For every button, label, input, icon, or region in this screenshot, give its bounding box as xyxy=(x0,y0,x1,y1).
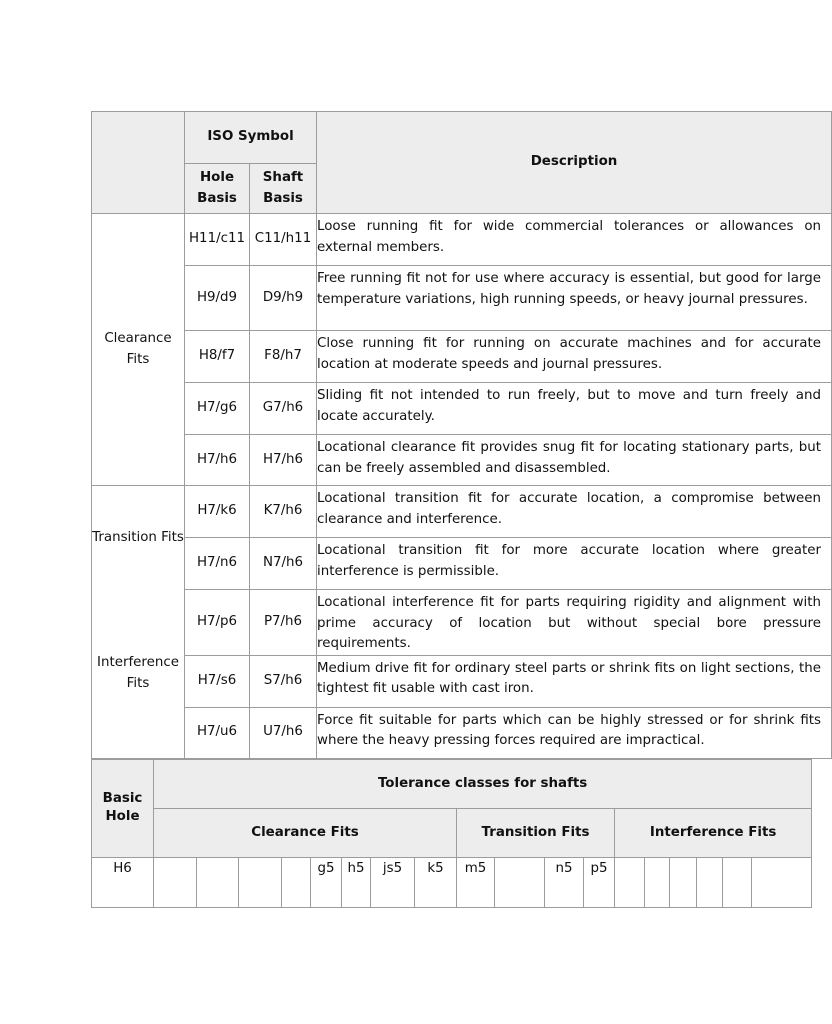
shaft-symbol: G7/h6 xyxy=(250,383,317,435)
clearance-fits-header: Clearance Fits xyxy=(154,808,457,857)
iso-symbol-header: ISO Symbol xyxy=(185,112,317,164)
fit-description: Force fit suitable for parts which can be highly stressed or for shrink fits where the heavy pressing forces required are impractical. xyxy=(317,707,832,758)
hole-symbol: H7/h6 xyxy=(185,435,250,486)
hole-symbol: H7/n6 xyxy=(185,538,250,590)
hole-symbol: H7/p6 xyxy=(185,590,250,656)
iso-fits-table xyxy=(91,111,832,759)
hole-symbol: H8/f7 xyxy=(185,331,250,383)
tolerance-cell: js5 xyxy=(371,857,415,907)
fit-description: Free running fit not for use where accuracy is essential, but good for large temperature variations, high running speeds, or heavy journal pressures. xyxy=(317,266,832,331)
hole-symbol: H7/g6 xyxy=(185,383,250,435)
shaft-symbol: D9/h9 xyxy=(250,266,317,331)
tolerance-cell: k5 xyxy=(415,857,457,907)
tolerance-cell xyxy=(697,857,723,907)
fit-description: Locational interference fit for parts requiring rigidity and alignment with prime accuracy of location but without special bore pressure requirements. xyxy=(317,590,832,656)
tolerance-cell: p5 xyxy=(584,857,615,907)
hole-symbol: H11/c11 xyxy=(185,214,250,266)
tolerance-cell xyxy=(239,857,282,907)
shaft-symbol: U7/h6 xyxy=(250,707,317,758)
tolerance-cell xyxy=(615,857,645,907)
tolerance-cell xyxy=(197,857,239,907)
fit-description: Close running fit for running on accurate machines and for accurate location at moderate speeds and journal pressures. xyxy=(317,331,832,383)
tolerance-classes-title: Tolerance classes for shafts xyxy=(154,759,812,808)
interference-fits-header: Interference Fits xyxy=(615,808,812,857)
tolerance-cell xyxy=(154,857,197,907)
hole-symbol: H7/s6 xyxy=(185,655,250,707)
hole-symbol: H9/d9 xyxy=(185,266,250,331)
tolerance-cell: g5 xyxy=(311,857,342,907)
tolerance-cell xyxy=(670,857,697,907)
shaft-symbol: P7/h6 xyxy=(250,590,317,656)
tolerance-classes-table xyxy=(91,759,812,908)
basic-hole-value: H6 xyxy=(92,857,154,907)
clearance-fits-group: Clearance Fits xyxy=(92,214,185,486)
fit-description: Locational clearance fit provides snug fit for locating stationary parts, but can be freely assembled and disassembled. xyxy=(317,435,832,486)
tolerance-cell xyxy=(645,857,670,907)
shaft-symbol: C11/h11 xyxy=(250,214,317,266)
fit-description: Locational transition fit for more accurate location where greater interference is permissible. xyxy=(317,538,832,590)
tolerance-cell: n5 xyxy=(545,857,584,907)
fit-description: Medium drive fit for ordinary steel parts or shrink fits on light sections, the tightest fit usable with cast iron. xyxy=(317,655,832,707)
tolerance-cell: h5 xyxy=(342,857,371,907)
tolerance-cell xyxy=(495,857,545,907)
shaft-symbol: K7/h6 xyxy=(250,486,317,538)
shaft-symbol: N7/h6 xyxy=(250,538,317,590)
tolerance-cell: m5 xyxy=(457,857,495,907)
shaft-symbol: F8/h7 xyxy=(250,331,317,383)
corner-header-cell xyxy=(92,112,185,214)
tolerance-cell xyxy=(752,857,812,907)
fit-description: Locational transition fit for accurate location, a compromise between clearance and interference. xyxy=(317,486,832,538)
shaft-symbol: S7/h6 xyxy=(250,655,317,707)
document-page xyxy=(91,111,821,906)
transition-fits-header: Transition Fits xyxy=(457,808,615,857)
hole-symbol: H7/k6 xyxy=(185,486,250,538)
tolerance-cell xyxy=(723,857,752,907)
hole-basis-header: Hole Basis xyxy=(185,164,250,214)
tolerance-cell xyxy=(282,857,311,907)
hole-symbol: H7/u6 xyxy=(185,707,250,758)
basic-hole-header: Basic Hole xyxy=(92,759,154,857)
interference-fits-group: Interference Fits xyxy=(92,590,185,759)
shaft-symbol: H7/h6 xyxy=(250,435,317,486)
shaft-basis-header: Shaft Basis xyxy=(250,164,317,214)
fit-description: Sliding fit not intended to run freely, but to move and turn freely and locate accurately. xyxy=(317,383,832,435)
transition-fits-group: Transition Fits xyxy=(92,486,185,590)
description-header: Description xyxy=(317,112,832,214)
fit-description: Loose running fit for wide commercial tolerances or allowances on external members. xyxy=(317,214,832,266)
